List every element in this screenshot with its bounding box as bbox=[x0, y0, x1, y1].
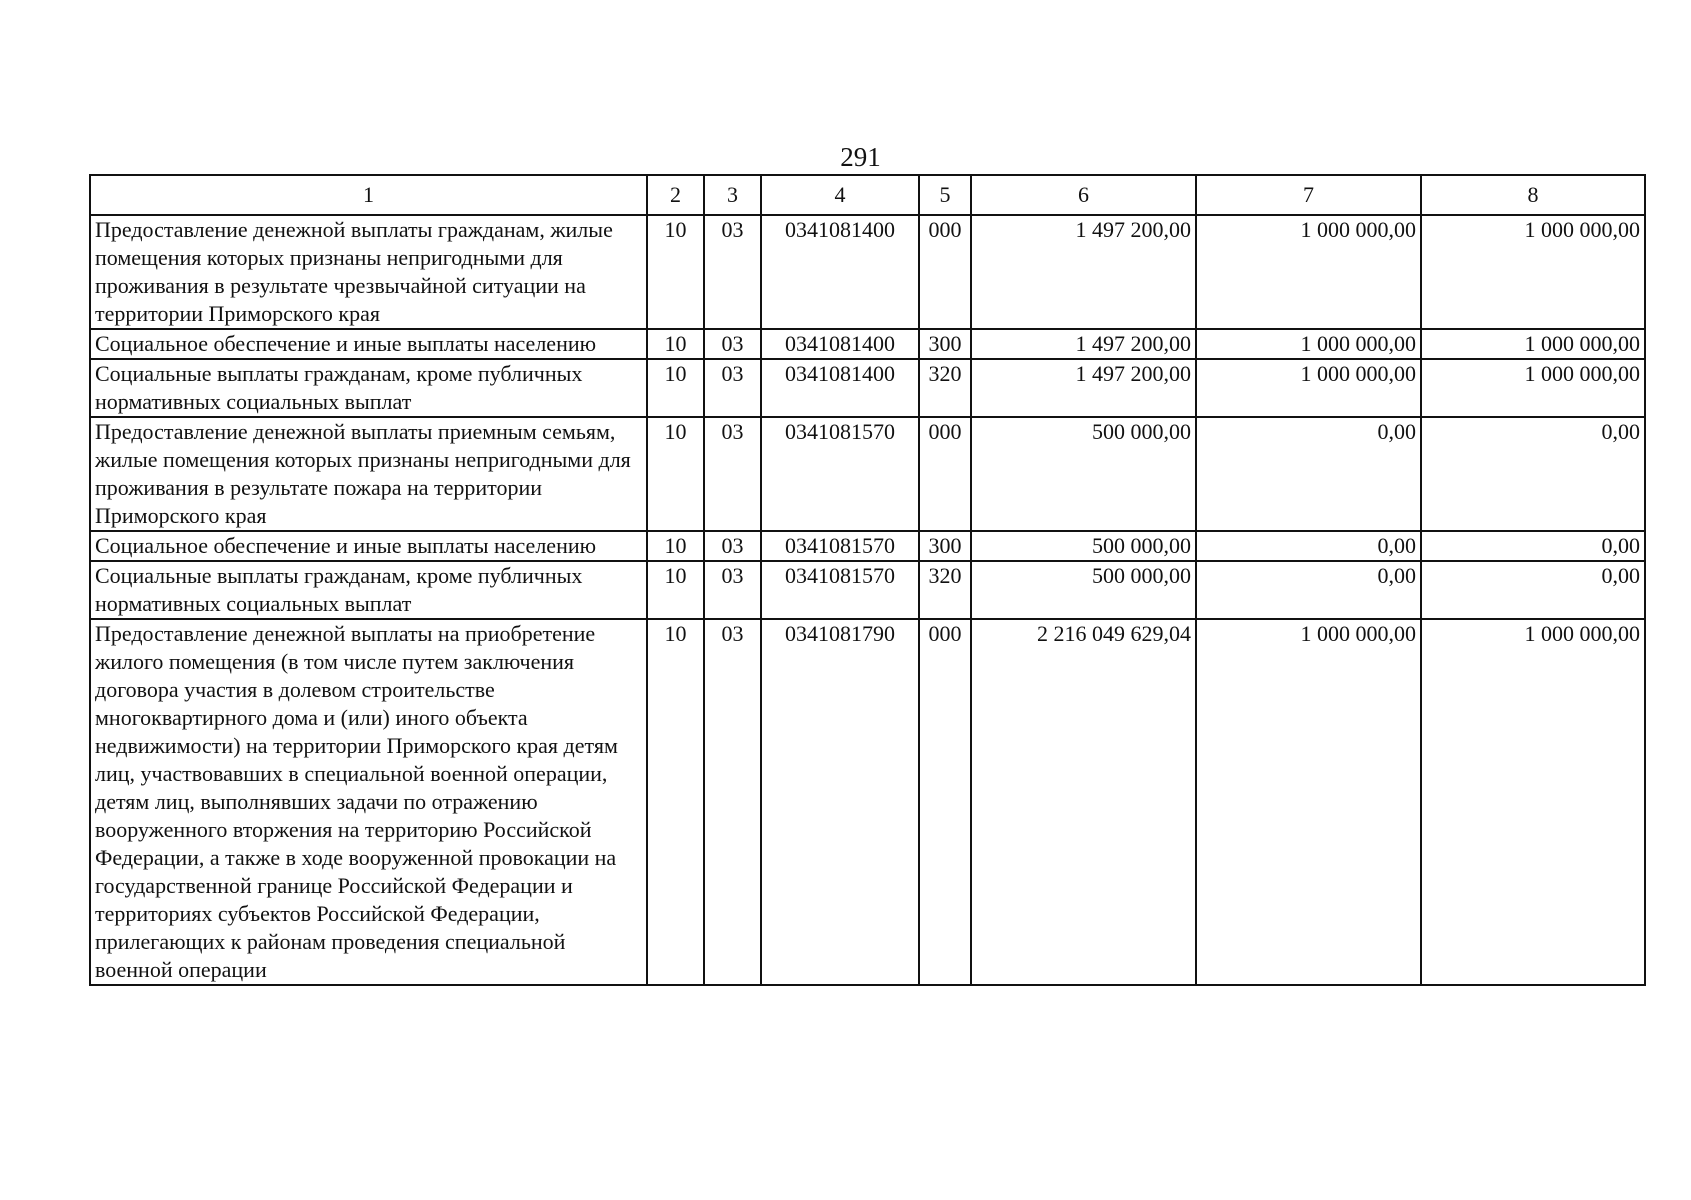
amount-column-7: 1 000 000,00 bbox=[1196, 215, 1421, 329]
amount-column-6: 1 497 200,00 bbox=[971, 359, 1196, 417]
target-article-code: 0341081570 bbox=[761, 561, 919, 619]
subsection-code: 03 bbox=[704, 561, 761, 619]
item-name: Социальное обеспечение и иные выплаты населению bbox=[90, 329, 647, 359]
amount-column-6: 2 216 049 629,04 bbox=[971, 619, 1196, 985]
expense-type-code: 320 bbox=[919, 359, 971, 417]
subsection-code: 03 bbox=[704, 359, 761, 417]
table-row bbox=[90, 417, 1645, 531]
item-name: Предоставление денежной выплаты на приобретение жилого помещения (в том числе путем заключения договора участия в долевом строительстве многоквартирного дома и (или) иного объекта недвижимости) на территории Приморского края детям лиц, участвовавших в специальной военной операции, детям лиц, выполнявших задачи по отражению вооруженного вторжения на территорию Российской Федерации, а также в ходе вооруженной провокации на государственной границе Российской Федерации и территориях субъектов Российской Федерации, прилегающих к районам проведения специальной военной операции bbox=[90, 619, 647, 985]
section-code: 10 bbox=[647, 417, 704, 531]
section-code: 10 bbox=[647, 329, 704, 359]
expense-type-code: 320 bbox=[919, 561, 971, 619]
amount-column-8: 0,00 bbox=[1421, 531, 1645, 561]
amount-column-8: 0,00 bbox=[1421, 561, 1645, 619]
column-header-3: 3 bbox=[704, 175, 761, 215]
section-code: 10 bbox=[647, 215, 704, 329]
subsection-code: 03 bbox=[704, 215, 761, 329]
amount-column-8: 1 000 000,00 bbox=[1421, 329, 1645, 359]
budget-table bbox=[89, 174, 1646, 986]
section-code: 10 bbox=[647, 359, 704, 417]
amount-column-8: 1 000 000,00 bbox=[1421, 215, 1645, 329]
expense-type-code: 000 bbox=[919, 619, 971, 985]
table-row bbox=[90, 359, 1645, 417]
amount-column-7: 0,00 bbox=[1196, 417, 1421, 531]
amount-column-7: 0,00 bbox=[1196, 561, 1421, 619]
amount-column-6: 500 000,00 bbox=[971, 561, 1196, 619]
table-row bbox=[90, 329, 1645, 359]
target-article-code: 0341081570 bbox=[761, 417, 919, 531]
section-code: 10 bbox=[647, 561, 704, 619]
target-article-code: 0341081400 bbox=[761, 215, 919, 329]
item-name: Предоставление денежной выплаты гражданам, жилые помещения которых признаны непригодными для проживания в результате чрезвычайной ситуации на территории Приморского края bbox=[90, 215, 647, 329]
amount-column-8: 0,00 bbox=[1421, 417, 1645, 531]
amount-column-7: 1 000 000,00 bbox=[1196, 359, 1421, 417]
table-row bbox=[90, 531, 1645, 561]
table-row bbox=[90, 561, 1645, 619]
expense-type-code: 300 bbox=[919, 329, 971, 359]
expense-type-code: 000 bbox=[919, 417, 971, 531]
column-header-7: 7 bbox=[1196, 175, 1421, 215]
target-article-code: 0341081570 bbox=[761, 531, 919, 561]
page-number: 291 bbox=[840, 142, 881, 172]
item-name: Социальные выплаты гражданам, кроме публичных нормативных социальных выплат bbox=[90, 561, 647, 619]
amount-column-7: 0,00 bbox=[1196, 531, 1421, 561]
amount-column-7: 1 000 000,00 bbox=[1196, 619, 1421, 985]
column-header-5: 5 bbox=[919, 175, 971, 215]
amount-column-6: 500 000,00 bbox=[971, 417, 1196, 531]
subsection-code: 03 bbox=[704, 531, 761, 561]
target-article-code: 0341081400 bbox=[761, 329, 919, 359]
section-code: 10 bbox=[647, 531, 704, 561]
subsection-code: 03 bbox=[704, 329, 761, 359]
expense-type-code: 000 bbox=[919, 215, 971, 329]
amount-column-6: 1 497 200,00 bbox=[971, 329, 1196, 359]
expense-type-code: 300 bbox=[919, 531, 971, 561]
amount-column-6: 1 497 200,00 bbox=[971, 215, 1196, 329]
target-article-code: 0341081400 bbox=[761, 359, 919, 417]
section-code: 10 bbox=[647, 619, 704, 985]
subsection-code: 03 bbox=[704, 417, 761, 531]
item-name: Социальные выплаты гражданам, кроме публичных нормативных социальных выплат bbox=[90, 359, 647, 417]
amount-column-8: 1 000 000,00 bbox=[1421, 619, 1645, 985]
column-header-1: 1 bbox=[90, 175, 647, 215]
subsection-code: 03 bbox=[704, 619, 761, 985]
item-name: Предоставление денежной выплаты приемным семьям, жилые помещения которых признаны непригодными для проживания в результате пожара на территории Приморского края bbox=[90, 417, 647, 531]
amount-column-7: 1 000 000,00 bbox=[1196, 329, 1421, 359]
item-name: Социальное обеспечение и иные выплаты населению bbox=[90, 531, 647, 561]
amount-column-6: 500 000,00 bbox=[971, 531, 1196, 561]
table-row bbox=[90, 619, 1645, 985]
column-header-4: 4 bbox=[761, 175, 919, 215]
target-article-code: 0341081790 bbox=[761, 619, 919, 985]
column-header-2: 2 bbox=[647, 175, 704, 215]
column-header-6: 6 bbox=[971, 175, 1196, 215]
header-row bbox=[90, 175, 1645, 215]
column-header-8: 8 bbox=[1421, 175, 1645, 215]
amount-column-8: 1 000 000,00 bbox=[1421, 359, 1645, 417]
table-row bbox=[90, 215, 1645, 329]
